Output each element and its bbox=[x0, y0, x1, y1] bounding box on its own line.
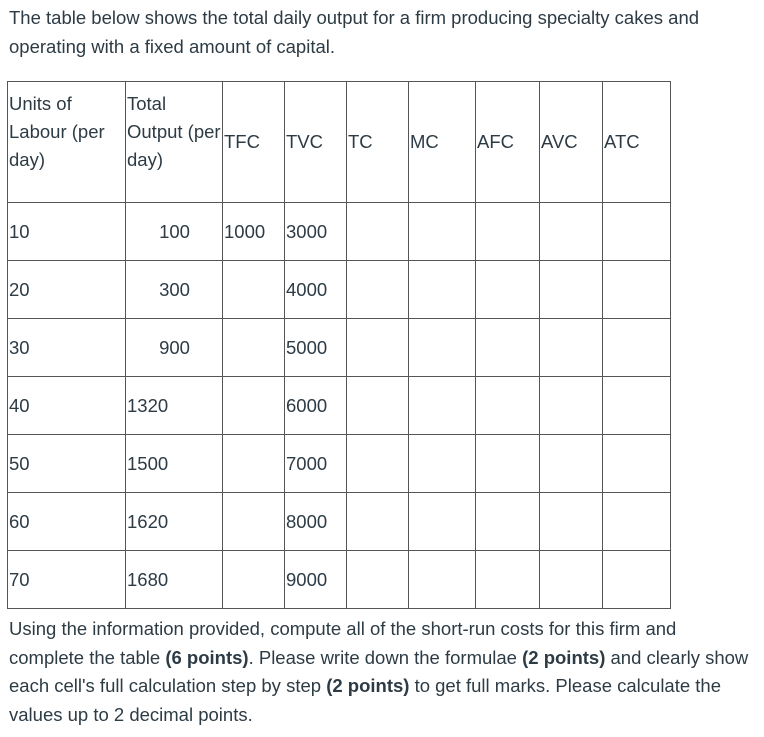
table-row bbox=[8, 435, 671, 493]
cell-avc bbox=[540, 551, 603, 609]
header-tfc: TFC bbox=[223, 82, 285, 203]
cell-afc bbox=[476, 493, 540, 551]
cell-tc bbox=[347, 551, 409, 609]
cell-afc bbox=[476, 551, 540, 609]
cell-output: 100 bbox=[126, 203, 223, 261]
cell-tvc: 3000 bbox=[285, 203, 347, 261]
cell-output: 900 bbox=[126, 319, 223, 377]
cell-atc bbox=[603, 435, 671, 493]
cell-mc bbox=[409, 435, 476, 493]
cell-afc bbox=[476, 203, 540, 261]
cell-afc bbox=[476, 261, 540, 319]
cell-avc bbox=[540, 493, 603, 551]
table-row bbox=[8, 493, 671, 551]
instructions-text bbox=[9, 615, 754, 729]
instructions-part-3: and clearly show each cell's full calculation step by step bbox=[9, 646, 749, 696]
cell-tfc: 1000 bbox=[223, 203, 285, 261]
cell-output: 1500 bbox=[126, 435, 223, 493]
cell-avc bbox=[540, 319, 603, 377]
table-row bbox=[8, 203, 671, 261]
cell-atc bbox=[603, 203, 671, 261]
cell-output: 1620 bbox=[126, 493, 223, 551]
cell-mc bbox=[409, 261, 476, 319]
cell-labour: 10 bbox=[8, 203, 126, 261]
cell-labour: 70 bbox=[8, 551, 126, 609]
cell-atc bbox=[603, 261, 671, 319]
cell-tc bbox=[347, 435, 409, 493]
cell-atc bbox=[603, 493, 671, 551]
cell-tfc bbox=[223, 493, 285, 551]
table-header-row bbox=[8, 82, 671, 203]
header-afc: AFC bbox=[476, 82, 540, 203]
cell-tc bbox=[347, 319, 409, 377]
cell-tvc: 9000 bbox=[285, 551, 347, 609]
table-row bbox=[8, 319, 671, 377]
cell-mc bbox=[409, 319, 476, 377]
cell-atc bbox=[603, 377, 671, 435]
cell-atc bbox=[603, 319, 671, 377]
cell-tfc bbox=[223, 551, 285, 609]
table-row bbox=[8, 377, 671, 435]
header-labour: Units of Labour (per day) bbox=[8, 82, 126, 203]
header-output: Total Output (per day) bbox=[126, 82, 223, 203]
cell-tvc: 6000 bbox=[285, 377, 347, 435]
cell-mc bbox=[409, 377, 476, 435]
cell-labour: 50 bbox=[8, 435, 126, 493]
table-row bbox=[8, 261, 671, 319]
cell-labour: 30 bbox=[8, 319, 126, 377]
cell-tvc: 4000 bbox=[285, 261, 347, 319]
cell-tc bbox=[347, 261, 409, 319]
cell-afc bbox=[476, 319, 540, 377]
cell-output: 300 bbox=[126, 261, 223, 319]
header-mc: MC bbox=[409, 82, 476, 203]
cell-avc bbox=[540, 377, 603, 435]
cell-avc bbox=[540, 203, 603, 261]
cell-mc bbox=[409, 203, 476, 261]
header-atc: ATC bbox=[603, 82, 671, 203]
cell-labour: 40 bbox=[8, 377, 126, 435]
intro-text: The table below shows the total daily output for a firm producing specialty cakes and operating with a fixed amount of capital. bbox=[9, 7, 700, 57]
points-table: (6 points) bbox=[165, 646, 249, 668]
cell-avc bbox=[540, 261, 603, 319]
points-steps: (2 points) bbox=[326, 675, 410, 696]
cell-tvc: 7000 bbox=[285, 435, 347, 493]
points-formulae: (2 points) bbox=[522, 646, 606, 668]
cell-tvc: 8000 bbox=[285, 493, 347, 551]
instructions-part-1: Using the information provided, compute all of the short-run costs for this firm and complete the table bbox=[9, 618, 677, 668]
header-tc: TC bbox=[347, 82, 409, 203]
instructions-part-2: . Please write down the formulae bbox=[248, 646, 523, 668]
cell-output: 1680 bbox=[126, 551, 223, 609]
cell-labour: 20 bbox=[8, 261, 126, 319]
cost-table bbox=[7, 81, 671, 609]
cell-tc bbox=[347, 203, 409, 261]
cell-mc bbox=[409, 551, 476, 609]
header-tvc: TVC bbox=[285, 82, 347, 203]
cell-mc bbox=[409, 493, 476, 551]
cell-tfc bbox=[223, 435, 285, 493]
cell-afc bbox=[476, 377, 540, 435]
cell-atc bbox=[603, 551, 671, 609]
cell-avc bbox=[540, 435, 603, 493]
cell-tfc bbox=[223, 319, 285, 377]
cell-tc bbox=[347, 493, 409, 551]
cell-output: 1320 bbox=[126, 377, 223, 435]
table-row bbox=[8, 551, 671, 609]
header-avc: AVC bbox=[540, 82, 603, 203]
cell-tfc bbox=[223, 261, 285, 319]
cell-tc bbox=[347, 377, 409, 435]
cell-tfc bbox=[223, 377, 285, 435]
cell-afc bbox=[476, 435, 540, 493]
cell-labour: 60 bbox=[8, 493, 126, 551]
cell-tvc: 5000 bbox=[285, 319, 347, 377]
instructions-part-4: to get full marks. Please calculate the values up to 2 decimal points. bbox=[9, 675, 722, 725]
